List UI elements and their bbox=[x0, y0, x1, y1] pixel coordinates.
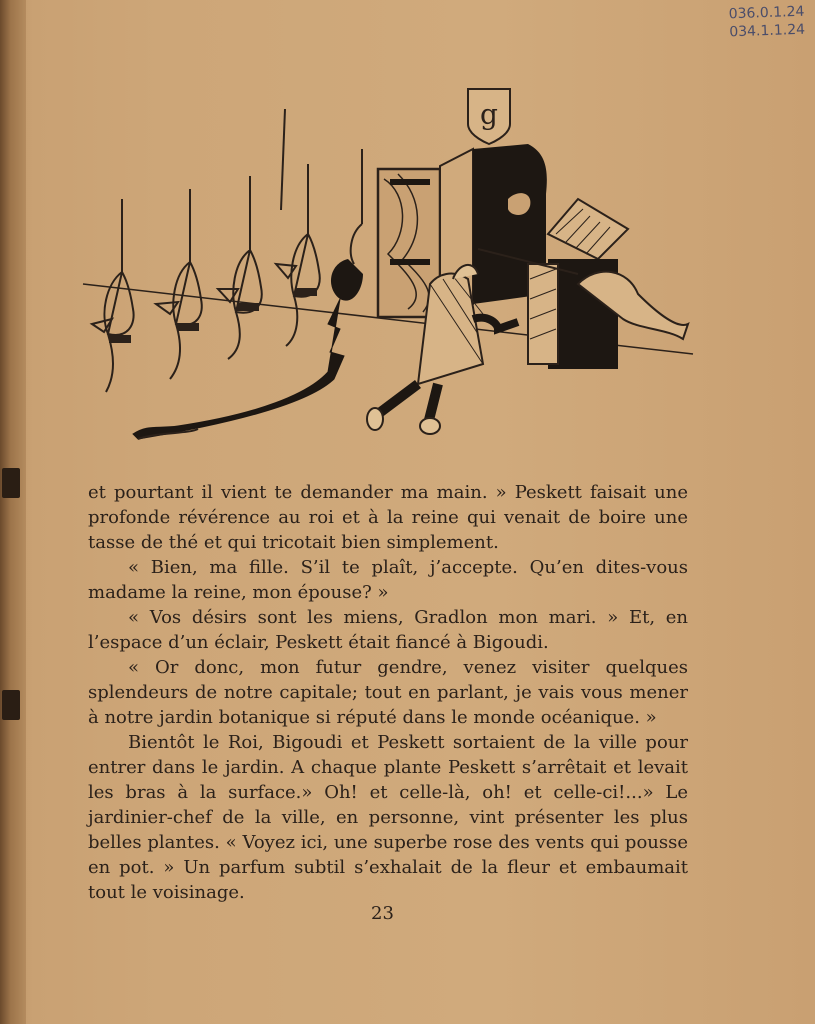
fish-guard bbox=[92, 199, 134, 392]
emblem-letter: g bbox=[480, 98, 498, 131]
fish-guards-illustration bbox=[78, 84, 700, 460]
book-binding bbox=[0, 0, 26, 1024]
fish-guard bbox=[351, 149, 362, 264]
binding-stitch bbox=[2, 468, 20, 498]
story-text bbox=[88, 480, 688, 905]
archive-note-line: 034.1.1.24 bbox=[729, 21, 806, 41]
archive-pencil-note bbox=[729, 3, 806, 42]
fish-guard bbox=[156, 189, 202, 379]
emblem-shield bbox=[468, 89, 510, 144]
paragraph: « Bien, ma fille. S’il te plaît, j’accepte. Qu’en dites-vous madame la reine, mon épouse? » bbox=[88, 557, 688, 603]
paragraph: Bientôt le Roi, Bigoudi et Peskett sortaient de la ville pour entrer dans le jardin. A chaque plante Peskett s’arrêtait et levait les bras à la surface.» Oh! et celle-là, oh! et celle-ci!...» Le jardinier-chef de la ville, en personne, vint présenter les plus belles plantes. « Voyez ici, une superbe rose des vents qui pousse en pot. » Un parfum subtil s’exhalait de la fleur et embaumait tout le voisinage. bbox=[88, 732, 688, 903]
binding-stitch bbox=[2, 690, 20, 720]
page-number: 23 bbox=[371, 903, 394, 924]
paragraph: « Vos désirs sont les miens, Gradlon mon mari. » Et, en l’espace d’un éclair, Peskett était fiancé à Bigoudi. bbox=[88, 607, 688, 653]
archive-note-line: 036.0.1.24 bbox=[728, 3, 805, 23]
fish-guard bbox=[218, 176, 262, 359]
mermaid-bigoudi bbox=[133, 259, 363, 439]
paragraph: « Or donc, mon futur gendre, venez visiter quelques splendeurs de notre capitale; tout en parlant, je vais vous mener à notre jardin botanique si réputé dans le monde océanique. » bbox=[88, 657, 688, 728]
paragraph: et pourtant il vient te demander ma main. » Peskett faisait une profonde révérence au roi et à la reine qui venait de boire une tasse de thé et qui tricotait bien simplement. bbox=[88, 482, 688, 553]
